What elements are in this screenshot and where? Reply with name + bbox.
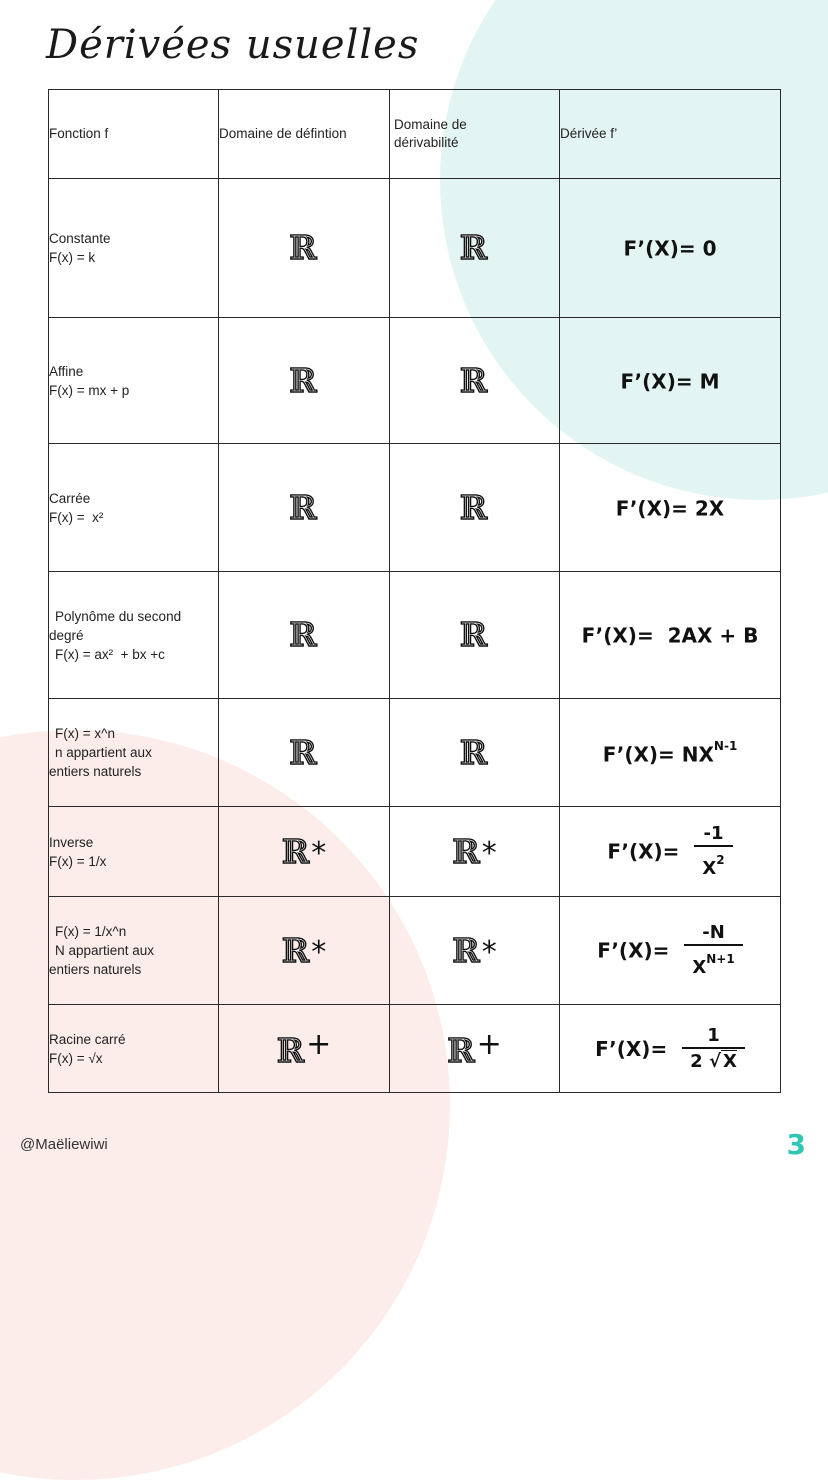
fraction: $\frac{1}{2 √ X}$ <box>682 1025 745 1073</box>
table-row <box>49 1005 781 1093</box>
table-row <box>49 699 781 807</box>
function-cell: Polynôme du second degré F(x) = ax² + bx +c <box>49 572 219 699</box>
fraction: $\frac{-N}{X^{N+1}}$ <box>684 922 742 979</box>
derivative-cell: F’(X)= $\frac{1}{2 √ X}$ <box>560 1005 781 1093</box>
table-row <box>49 179 781 318</box>
function-cell: Carrée F(x) = x² <box>49 444 219 572</box>
definition-domain-cell <box>219 444 390 572</box>
table-row <box>49 807 781 897</box>
derivability-domain-cell <box>390 179 560 318</box>
fraction: $\frac{-1}{X^2}$ <box>694 823 732 880</box>
function-cell: F(x) = 1/x^n N appartient aux entiers naturels <box>49 897 219 1005</box>
definition-domain-cell: ℝ+ <box>219 1005 390 1093</box>
table-row <box>49 897 781 1005</box>
function-cell: Affine F(x) = mx + p <box>49 318 219 444</box>
table-row <box>49 444 781 572</box>
function-cell: Inverse F(x) = 1/x <box>49 807 219 897</box>
header-derivative: Dérivée f’ <box>560 90 781 179</box>
derivative-cell: F’(X)= 2AX + B <box>560 572 781 699</box>
derivability-domain-cell: ℝ* <box>390 807 560 897</box>
derivatives-table <box>48 89 781 1093</box>
reals-symbol: ℝ <box>281 831 310 871</box>
square-root-icon: √ <box>708 1050 721 1072</box>
header-function: Fonction f <box>49 90 219 179</box>
reals-symbol: ℝ <box>459 732 488 772</box>
reals-symbol: ℝ <box>459 228 488 267</box>
definition-domain-cell: ℝ* <box>219 807 390 897</box>
reals-symbol: ℝ <box>289 228 317 267</box>
reals-symbol: ℝ <box>452 930 480 970</box>
reals-symbol: ℝ <box>289 615 317 654</box>
reals-symbol: ℝ <box>447 1031 475 1070</box>
header-row <box>49 90 781 179</box>
table-row <box>49 318 781 444</box>
derivative-cell: F’(X)= M <box>560 318 781 444</box>
function-cell: Racine carré F(x) = √x <box>49 1005 219 1093</box>
definition-domain-cell <box>219 179 390 318</box>
derivative-cell: F’(X)= 0 <box>560 179 781 318</box>
definition-domain-cell <box>219 318 390 444</box>
derivative-cell: F’(X)= $\frac{-1}{X^2}$ <box>560 807 781 897</box>
page-number: 3 <box>786 1128 806 1161</box>
reals-symbol: ℝ <box>289 732 317 772</box>
reals-symbol: ℝ <box>452 831 480 871</box>
page-title: Dérivées usuelles <box>46 22 420 68</box>
derivability-domain-cell: ℝ* <box>390 897 560 1005</box>
header-definition-domain: Domaine de défintion <box>219 90 390 179</box>
derivative-cell: F’(X)= $\frac{-N}{X^{N+1}}$ <box>560 897 781 1005</box>
table-row <box>49 572 781 699</box>
derivative-cell: F’(X)= $NX^{N-1}$ <box>560 699 781 807</box>
definition-domain-cell <box>219 572 390 699</box>
author-handle: @Maëliewiwi <box>20 1136 108 1153</box>
derivability-domain-cell <box>390 318 560 444</box>
function-cell: Constante F(x) = k <box>49 179 219 318</box>
definition-domain-cell <box>219 699 390 807</box>
derivability-domain-cell <box>390 444 560 572</box>
reals-symbol: ℝ <box>276 1031 305 1070</box>
definition-domain-cell: ℝ* <box>219 897 390 1005</box>
function-cell: F(x) = x^n n appartient aux entiers naturels <box>49 699 219 807</box>
reals-symbol: ℝ <box>459 615 488 654</box>
reals-symbol: ℝ <box>289 360 317 400</box>
reals-symbol: ℝ <box>459 360 488 400</box>
reals-symbol: ℝ <box>289 487 317 527</box>
reals-symbol: ℝ <box>281 930 310 970</box>
derivative-cell: F’(X)= 2X <box>560 444 781 572</box>
header-derivability-domain: Domaine de dérivabilité <box>390 90 560 179</box>
reals-symbol: ℝ <box>459 487 488 527</box>
derivability-domain-cell: ℝ+ <box>390 1005 560 1093</box>
derivability-domain-cell <box>390 572 560 699</box>
derivability-domain-cell <box>390 699 560 807</box>
